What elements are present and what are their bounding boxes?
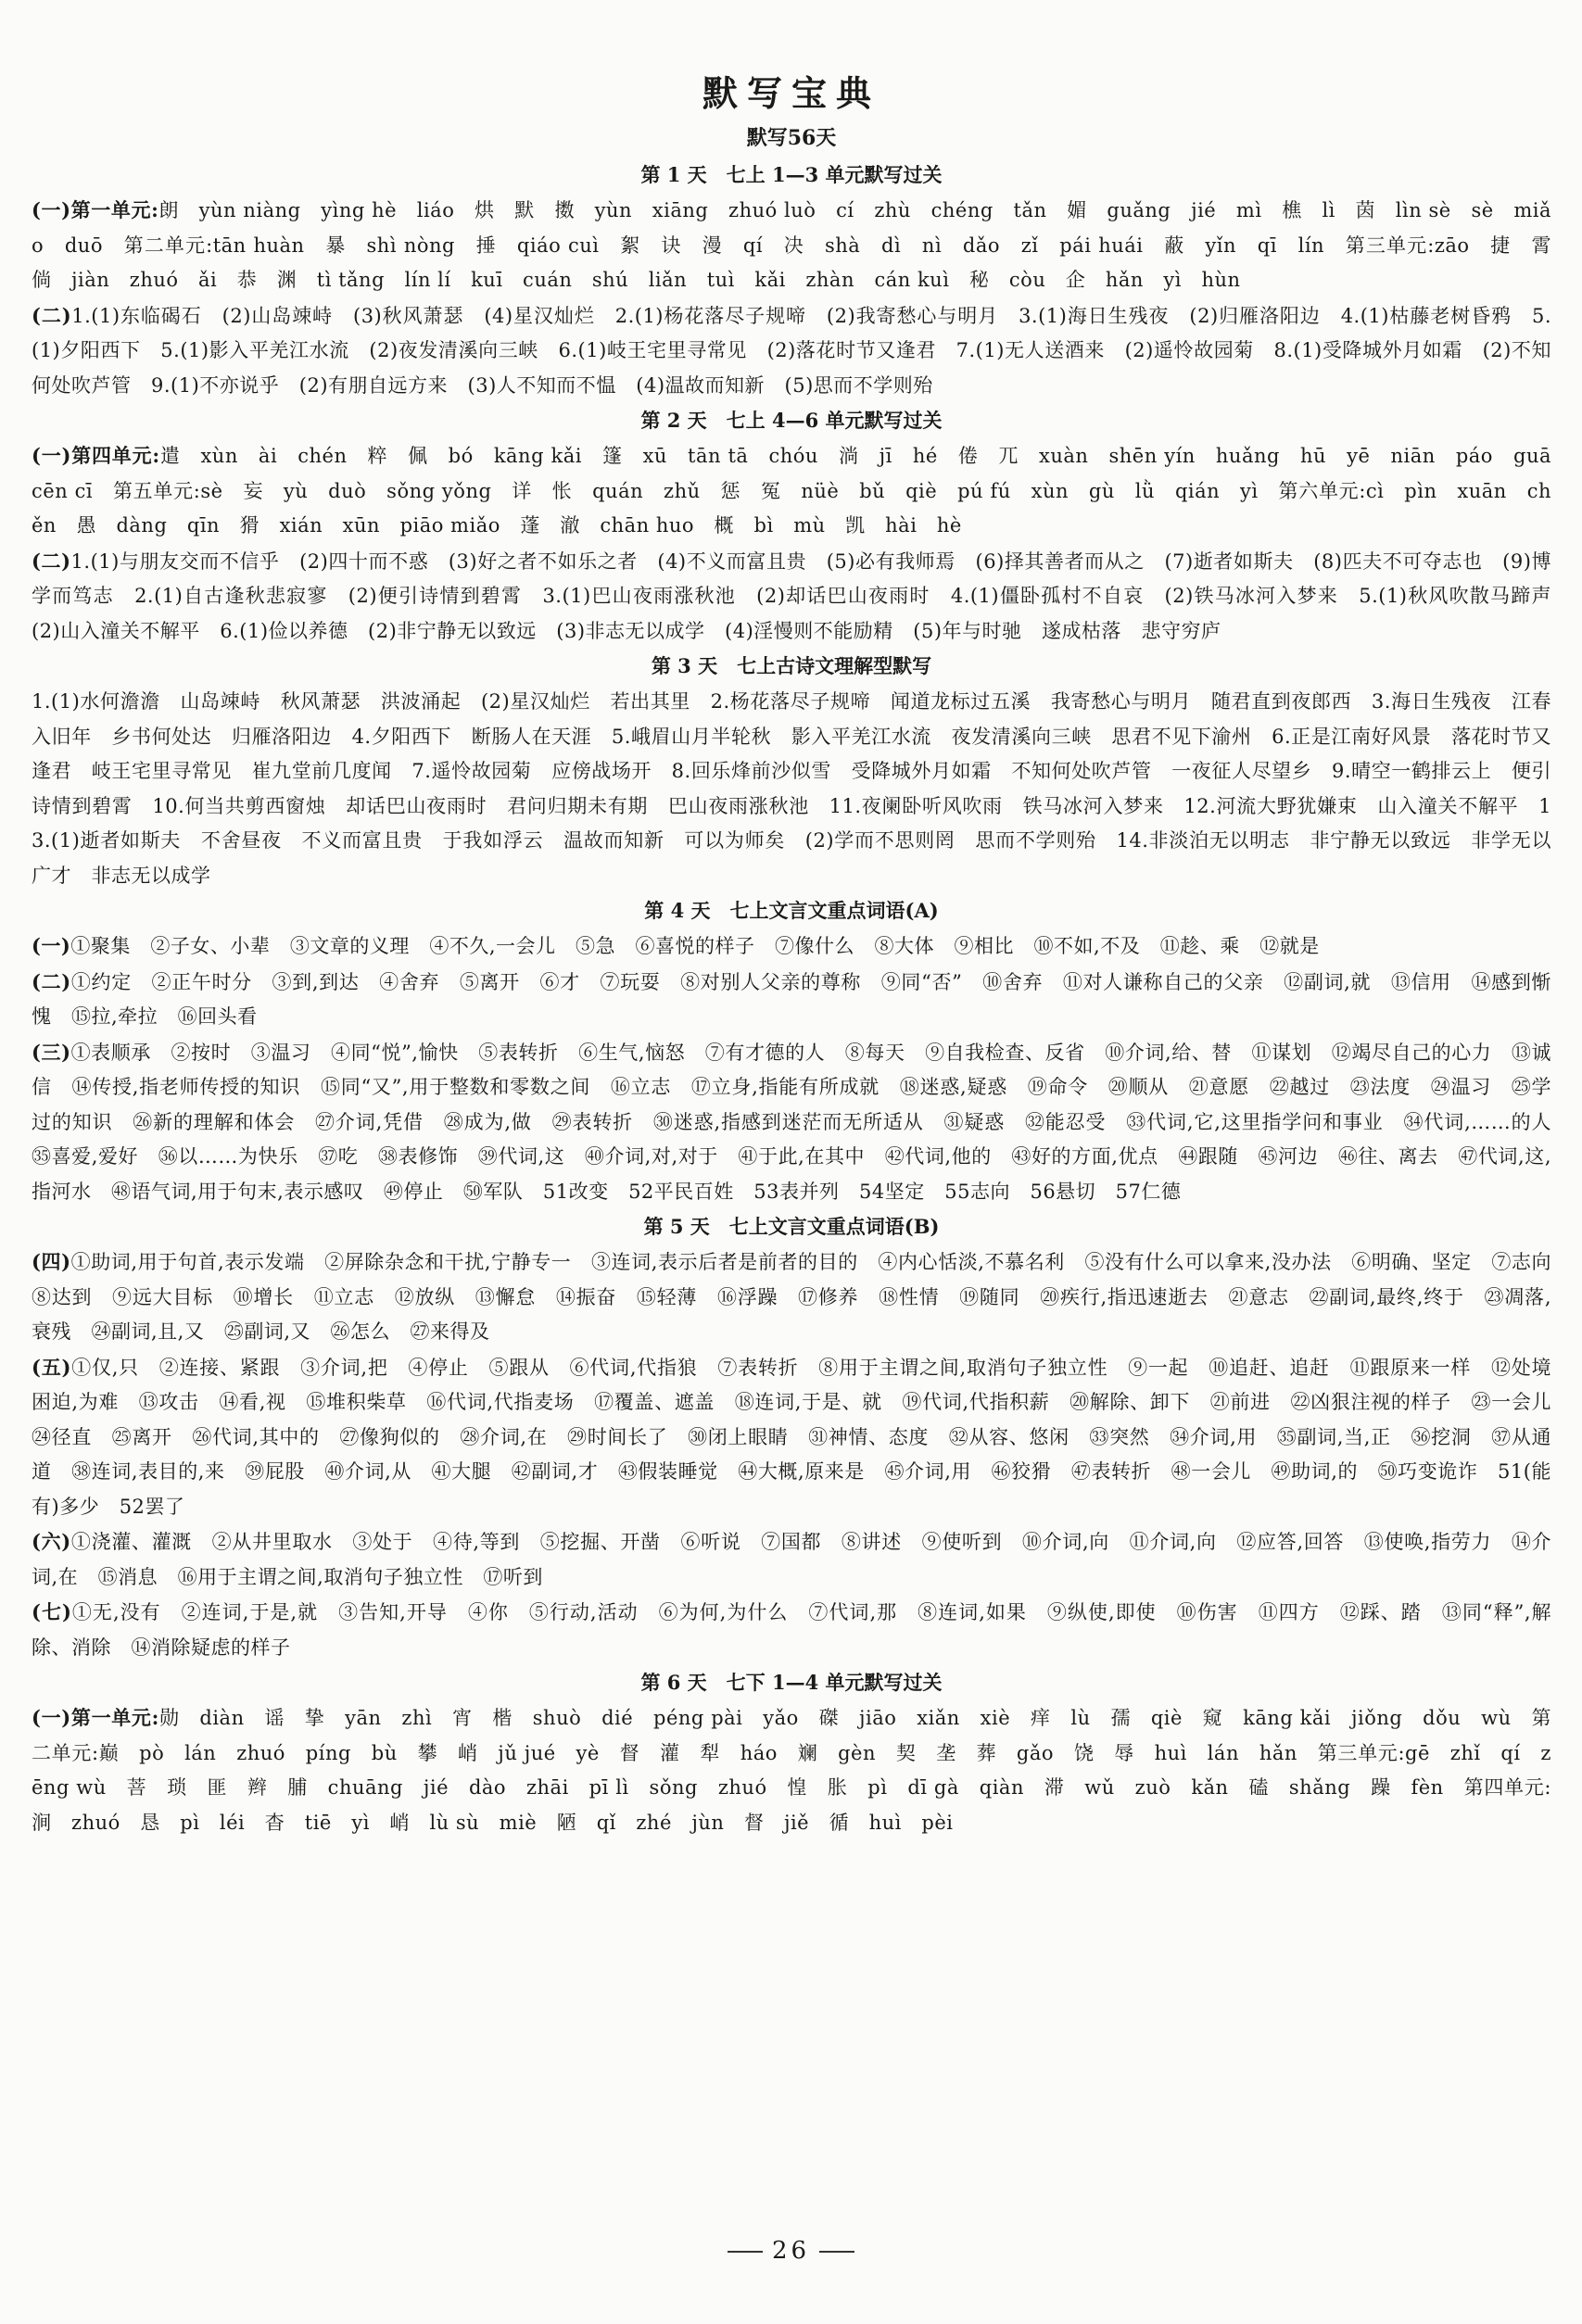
paragraph xyxy=(32,1524,1551,1595)
paragraph xyxy=(32,1700,1551,1840)
day-heading: 第 1 天 七上 1—3 单元默写过关 xyxy=(640,163,943,186)
paragraph-text: ①仅,只 ②连接、紧跟 ③介词,把 ④停止 ⑤跟从 ⑥代词,代指狼 ⑦表转折 ⑧用于主谓之间,取消句子独立性 ⑨一起 ⑩追赶、追赶 ⑪跟原来一样 ⑫处境困迫,为难 ⑬攻击 ⑭看,视 ⑮堆积柴草 ⑯代词,代指麦场 ⑰覆盖、遮盖 ⑱连词,于是、就 ⑲代词,代指积薪 ⑳解除、卸下 ㉑前进 ㉒凶狠注视的样子 ㉓一会儿 ㉔径直 ㉕离开 ㉖代词,其中的 ㉗像狗似的 ㉘介词,在 ㉙时间长了 ㉚闭上眼睛 ㉛神情、态度 ㉜从容、悠闲 ㉝突然 ㉞介词,用 ㉟副词,当,正 ㊱挖洞 ㊲从通道 ㊳连词,表目的,来 ㊴屁股 ㊵介词,从 ㊶大腿 ㊷副词,才 ㊸假装睡觉 ㊹大概,原来是 ㊺介词,用 ㊻狡猾 ㊼表转折 ㊽一会儿 ㊾助词,的 ㊿巧变诡诈 51(能有)多少 52罢了 xyxy=(32,1356,1572,1518)
page-number xyxy=(0,2237,1582,2265)
paragraph-text: 朗 yùn niàng yìng hè liáo 烘 默 擞 yùn xiāng zhuó luò cí zhù chéng tǎn 媚 guǎng jié mì 樵 lì 茵 lìn sè sè miǎo duō 第二单元:tān huàn 暴 shì nòng 捶 qiáo cuì 絮 诀 漫 qí 决 shà dì nì dǎo zǐ pái huái 蔽 yǐn qī lín 第三单元:zāo 捷 霄 倘 jiàn zhuó ǎi 恭 渊 tì tǎng lín lí kuī cuán shú liǎn tuì kǎi zhàn cán kuì 秘 còu 企 hǎn yì hùn xyxy=(32,199,1572,291)
paragraph-lead: (一)第一单元: xyxy=(32,1706,159,1729)
paragraph xyxy=(32,438,1572,544)
paragraph-text: ①约定 ②正午时分 ③到,到达 ④舍弃 ⑤离开 ⑥才 ⑦玩耍 ⑧对别人父亲的尊称 ⑨同“否” ⑩舍弃 ⑪对人谦称自己的父亲 ⑫副词,就 ⑬信用 ⑭感到惭愧 ⑮拉,牵拉 ⑯回头看 xyxy=(32,970,1551,1028)
paragraph-lead: (二) xyxy=(32,549,71,573)
page-title: 默写宝典 xyxy=(702,72,880,114)
day-heading: 第 3 天 七上古诗文理解型默写 xyxy=(651,654,932,677)
paragraph-lead: (二) xyxy=(32,303,72,327)
paragraph xyxy=(32,1035,1572,1210)
paragraph-text: ①聚集 ②子女、小辈 ③文章的义理 ④不久,一会儿 ⑤急 ⑥喜悦的样子 ⑦像什么 ⑧大体 ⑨相比 ⑩不如,不及 ⑪趁、乘 ⑫就是 xyxy=(70,935,1320,957)
page-number-value: 26 xyxy=(771,2237,811,2265)
paragraph-lead: (一)第一单元: xyxy=(32,198,159,221)
document-content xyxy=(32,72,1572,1840)
paragraph-text: 勋 diàn 谣 挚 yān zhì 宵 楷 shuò dié péng pài yǎo 磔 jiāo xiǎn xiè 痒 lù 孺 qiè 窥 kāng kǎi jiǒng dǒu wù 第二单元:巅 pò lán zhuó píng bù 攀 峭 jǔ jué yè 督 灌 犁 háo 斓 gèn 契 垄 葬 gǎo 饶 辱 huì lán hǎn 第三单元:gē zhǐ qí zēng wù 菩 琐 匪 辫 脯 chuāng jié dào zhāi pī lì sǒng zhuó 惶 胀 pì dī gà qiàn 滞 wǔ zuò kǎn 磕 shǎng 躁 fèn 第四单元:涧 zhuó 恳 pì léi 杳 tiē yì 峭 lù sù miè 陋 qǐ zhé jùn 督 jiě 循 huì pèi xyxy=(32,1707,1551,1834)
paragraph-lead: (四) xyxy=(32,1250,71,1273)
paragraph-lead: (一)第四单元: xyxy=(32,444,160,467)
paragraph xyxy=(32,1244,1572,1350)
day-heading: 第 6 天 七下 1—4 单元默写过关 xyxy=(640,1671,943,1694)
paragraph-text: 1.(1)水何澹澹 山岛竦峙 秋风萧瑟 洪波涌起 (2)星汉灿烂 若出其里 2.杨花落尽子规啼 闻道龙标过五溪 我寄愁心与明月 随君直到夜郎西 3.海日生残夜 江春入旧年 乡书何处达 归雁洛阳边 4.夕阳西下 断肠人在天涯 5.峨眉山月半轮秋 影入平羌江水流 夜发清溪向三峡 思君不见下渝州 6.正是江南好风景 落花时节又逢君 岐王宅里寻常见 崔九堂前几度闻 7.遥怜故园菊 应傍战场开 8.回乐烽前沙似雪 受降城外月如霜 不知何处吹芦管 一夜征人尽望乡 9.晴空一鹤排云上 便引诗情到碧霄 10.何当共剪西窗烛 却话巴山夜雨时 君问归期未有期 巴山夜雨涨秋池 11.夜阑卧听风吹雨 铁马冰河入梦来 12.河流大野犹嫌束 山入潼关不解平 13.(1)逝者如斯夫 不舍昼夜 不义而富且贵 于我如浮云 温故而知新 可以为师矣 (2)学而不思则罔 思而不学则殆 14.非淡泊无以明志 非宁静无以致远 非学无以广才 非志无以成学 xyxy=(32,690,1551,887)
paragraph-text: ①浇灌、灌溉 ②从井里取水 ③处于 ④待,等到 ⑤挖掘、开凿 ⑥听说 ⑦国都 ⑧讲述 ⑨使听到 ⑩介词,向 ⑪介词,向 ⑫应答,回答 ⑬使唤,指劳力 ⑭介词,在 ⑮消息 ⑯用于主谓之间,取消句子独立性 ⑰听到 xyxy=(32,1531,1552,1588)
page-number-dash xyxy=(728,2251,763,2253)
paragraph-text: ①表顺承 ②按时 ③温习 ④同“悦”,愉快 ⑤表转折 ⑥生气,恼怒 ⑦有才德的人 ⑧每天 ⑨自我检查、反省 ⑩介词,给、替 ⑪谋划 ⑫竭尽自己的心力 ⑬诚信 ⑭传授,指老师传授的知识 ⑮同“又”,用于整数和零数之间 ⑯立志 ⑰立身,指能有所成就 ⑱迷惑,疑惑 ⑲命令 ⑳顺从 ㉑意愿 ㉒越过 ㉓法度 ㉔温习 ㉕学过的知识 ㉖新的理解和体会 ㉗介词,凭借 ㉘成为,做 ㉙表转折 ㉚迷惑,指感到迷茫而无所适从 ㉛疑惑 ㉜能忍受 ㉝代词,它,这里指学问和事业 ㉞代词,……的人 ㉟喜爱,爱好 ㊱以……为快乐 ㊲吃 ㊳表修饰 ㊴代词,这 ㊵介词,对,对于 ㊶于此,在其中 ㊷代词,他的 ㊸好的方面,优点 ㊹跟随 ㊺河边 ㊻往、离去 ㊼代词,这,指河水 ㊽语气词,用于句末,表示感叹 ㊾停止 ㊿军队 51改变 52平民百姓 53表并列 54坚定 55志向 56悬切 57仁德 xyxy=(32,1041,1572,1203)
paragraph-text: 1.(1)与朋友交而不信乎 (2)四十而不惑 (3)好之者不如乐之者 (4)不义而富且贵 (5)必有我师焉 (6)择其善者而从之 (7)逝者如斯夫 (8)匹夫不可夺志也 (9)博学而笃志 2.(1)自古逢秋悲寂寥 (2)便引诗情到碧霄 3.(1)巴山夜雨涨秋池 (2)却话巴山夜雨时 4.(1)僵卧孤村不自哀 (2)铁马冰河入梦来 5.(1)秋风吹散马蹄声 (2)山入潼关不解平 6.(1)俭以养德 (2)非宁静无以致远 (3)非志无以成学 (4)淫慢则不能励精 (5)年与时驰 遂成枯落 悲守穷庐 xyxy=(32,549,1572,642)
paragraph-lead: (三) xyxy=(32,1040,71,1064)
day-heading: 第 4 天 七上文言文重点词语(A) xyxy=(644,899,939,922)
paragraph xyxy=(32,298,1551,404)
page-number-dash xyxy=(819,2251,854,2253)
paragraph-lead: (七) xyxy=(32,1600,72,1623)
page-subtitle: 默写56天 xyxy=(746,126,837,150)
paragraph-text: 1.(1)东临碣石 (2)山岛竦峙 (3)秋风萧瑟 (4)星汉灿烂 2.(1)杨花落尽子规啼 (2)我寄愁心与明月 3.(1)海日生残夜 (2)归雁洛阳边 4.(1)枯藤老树昏鸦 5.(1)夕阳西下 5.(1)影入平羌江水流 (2)夜发清溪向三峡 6.(1)岐王宅里寻常见 (2)落花时节又逢君 7.(1)无人送酒来 (2)遥怜故园菊 8.(1)受降城外月如霜 (2)不知何处吹芦管 9.(1)不亦说乎 (2)有朋自远方来 (3)人不知而不愠 (4)温故而知新 (5)思而不学则殆 xyxy=(32,304,1551,397)
paragraph xyxy=(32,1595,1551,1665)
paragraph-text: ①无,没有 ②连词,于是,就 ③告知,开导 ④你 ⑤行动,活动 ⑥为何,为什么 ⑦代词,那 ⑧连词,如果 ⑨纵使,即使 ⑩伤害 ⑪四方 ⑫踩、踏 ⑬同“释”,解除、消除 ⑭消除疑虑的样子 xyxy=(32,1601,1552,1659)
paragraph xyxy=(32,193,1572,298)
day-heading: 第 5 天 七上文言文重点词语(B) xyxy=(643,1215,940,1238)
paragraph xyxy=(32,965,1551,1035)
day-heading: 第 2 天 七上 4—6 单元默写过关 xyxy=(640,409,943,432)
paragraph xyxy=(32,928,1551,965)
paragraph-lead: (二) xyxy=(32,969,71,993)
paragraph-lead: (五) xyxy=(32,1355,71,1379)
paragraph-text: ①助词,用于句首,表示发端 ②屏除杂念和干扰,宁静专一 ③连词,表示后者是前者的目的 ④内心恬淡,不慕名利 ⑤没有什么可以拿来,没办法 ⑥明确、坚定 ⑦志向 ⑧达到 ⑨远大目标 ⑩增长 ⑪立志 ⑫放纵 ⑬懈怠 ⑭振奋 ⑮轻薄 ⑯浮躁 ⑰修养 ⑱性情 ⑲随同 ⑳疾行,指迅速逝去 ㉑意志 ㉒副词,最终,终于 ㉓凋落,衰残 ㉔副词,且,又 ㉕副词,又 ㉖怎么 ㉗来得及 xyxy=(32,1251,1572,1343)
paragraph-text: 遣 xùn ài chén 粹 佩 bó kāng kǎi 篷 xū tān tā chóu 淌 jī hé 倦 兀 xuàn shēn yín huǎng hū yē niān páo guā cēn cī 第五单元:sè 妄 yù duò sǒng yǒng 详 怅 quán zhǔ 惩 冤 nüè bǔ qiè pú fú xùn gù lǜ qián yì 第六单元:cì pìn xuān chěn 愚 dàng qīn 猾 xián xūn piāo miǎo 蓬 澈 chān huo 概 bì mù 凯 hài hè xyxy=(32,445,1572,537)
paragraph xyxy=(32,1350,1572,1525)
paragraph-lead: (六) xyxy=(32,1530,71,1553)
paragraph xyxy=(32,684,1551,893)
paragraph-lead: (一) xyxy=(32,934,71,957)
paragraph xyxy=(32,544,1572,650)
